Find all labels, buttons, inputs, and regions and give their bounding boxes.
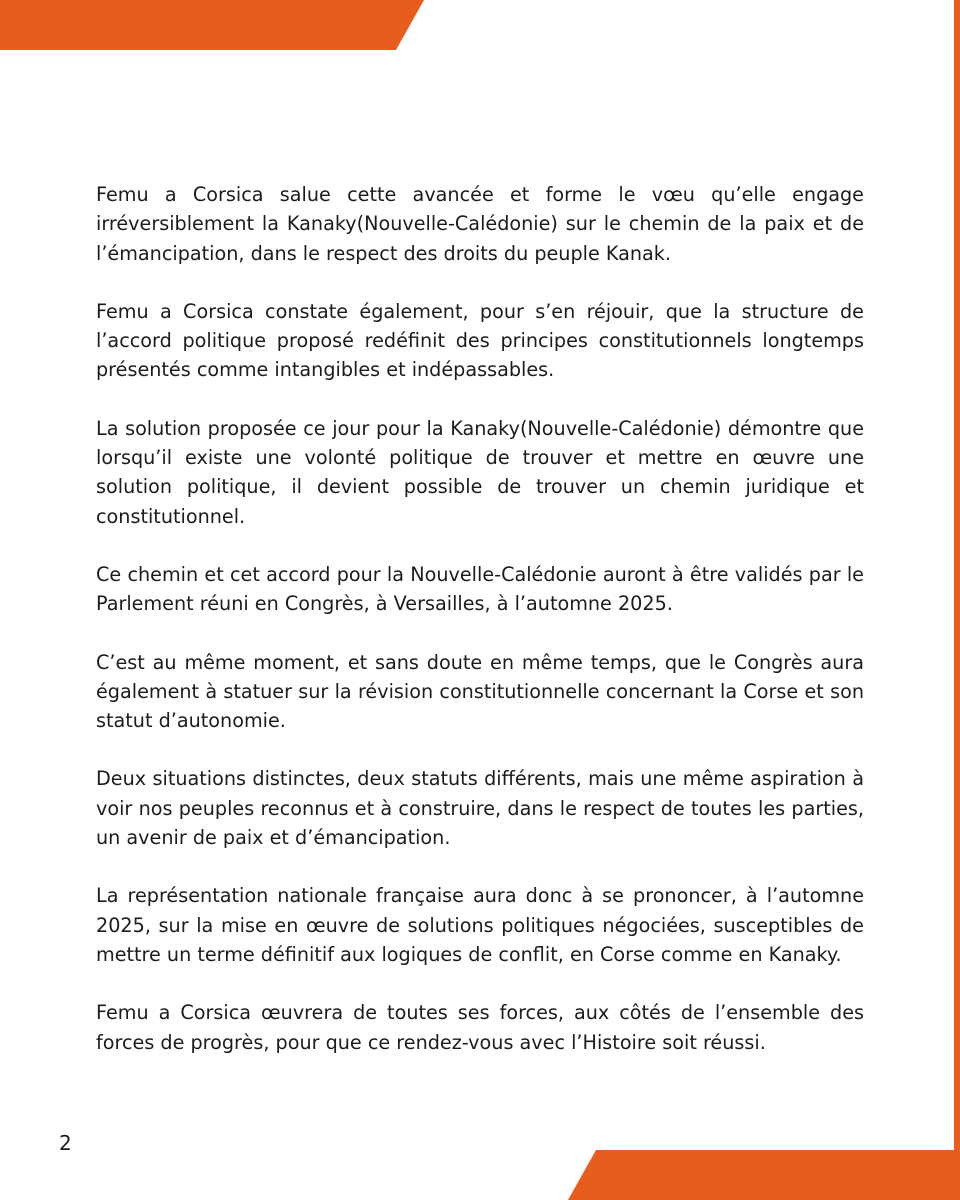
right-edge-accent-bar bbox=[954, 0, 960, 1200]
bottom-orange-banner bbox=[568, 1150, 960, 1200]
paragraph-4: Ce chemin et cet accord pour la Nouvelle-Calédonie auront à être validés par le Parlement réuni en Congrès, à Versailles, à l’automne 2025. bbox=[96, 562, 864, 616]
top-orange-banner bbox=[0, 0, 424, 50]
paragraph-1: Femu a Corsica salue cette avancée et forme le vœu qu’elle engage irréversiblement la Kanaky(Nouvelle-Calédonie) sur le chemin de la paix et de l’émancipation, dans le respect des droits du peuple Kanak. bbox=[96, 183, 864, 265]
page-number: 2 bbox=[59, 1131, 72, 1155]
paragraph-7: La représentation nationale française aura donc à se prononcer, à l’automne 2025, sur la mise en œuvre de solutions politiques négociées, susceptibles de mettre un terme définitif aux logiques de conflit, en Corse comme en Kanaky. bbox=[96, 884, 864, 966]
document-body bbox=[96, 180, 864, 1086]
paragraph-6: Deux situations distinctes, deux statuts différents, mais une même aspiration à voir nos peuples reconnus et à construire, dans le respect de toutes les parties, un avenir de paix et d’émancipation. bbox=[96, 767, 864, 850]
paragraph-5: C’est au même moment, et sans doute en même temps, que le Congrès aura également à statuer sur la révision constitutionnelle concernant la Corse et son statut d’autonomie. bbox=[96, 650, 864, 733]
paragraph-8: Femu a Corsica œuvrera de toutes ses forces, aux côtés de l’ensemble des forces de progrès, pour que ce rendez-vous avec l’Histoire soit réussi. bbox=[96, 1001, 864, 1054]
paragraph-3: La solution proposée ce jour pour la Kanaky(Nouvelle-Calédonie) démontre que lorsqu’il existe une volonté politique de trouver et mettre en œuvre une solution politique, il devient possible de trouver un chemin juridique et constitutionnel. bbox=[96, 416, 864, 528]
paragraph-2: Femu a Corsica constate également, pour s’en réjouir, que la structure de l’accord politique proposé redéfinit des principes constitutionnels longtemps présentés comme intangibles et indépassables. bbox=[96, 299, 864, 382]
